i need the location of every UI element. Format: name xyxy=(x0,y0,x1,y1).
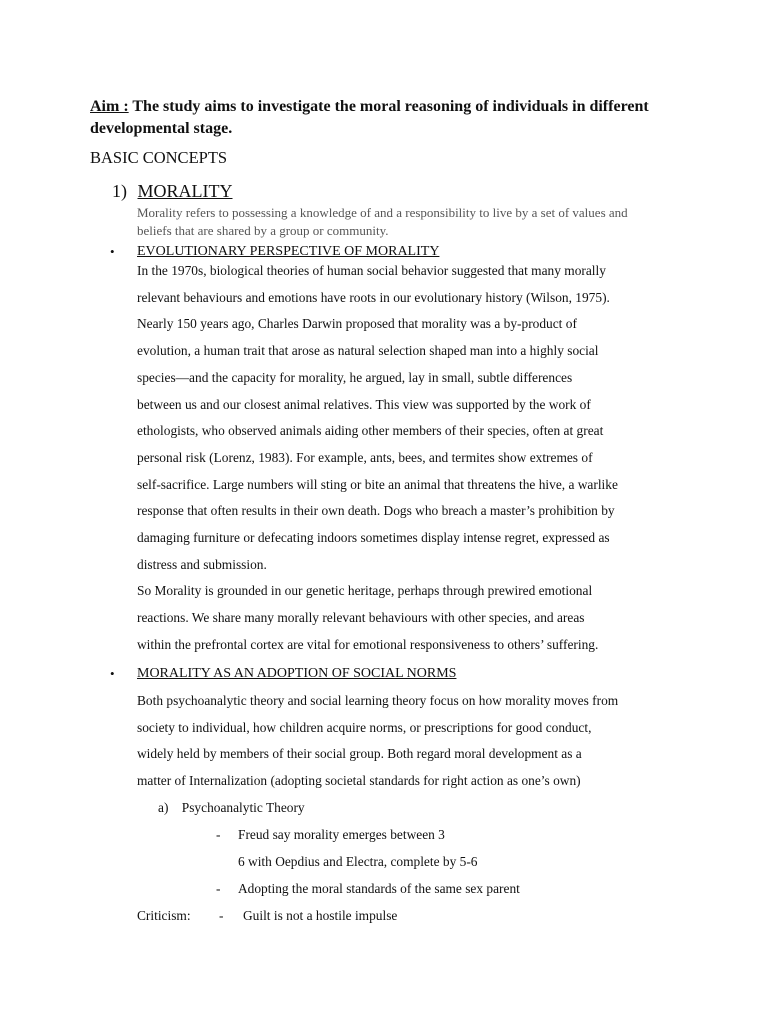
bullet-icon: • xyxy=(110,666,115,681)
paragraph-line: relevant behaviours and emotions have roots in our evolutionary history (Wilson, 1975). xyxy=(137,289,610,305)
paragraph-line: response that often results in their own death. Dogs who breach a master’s prohibition by xyxy=(137,503,615,519)
dash-icon: - xyxy=(219,908,224,923)
section-title: MORALITY xyxy=(137,181,233,201)
aim-statement xyxy=(90,96,649,140)
paragraph-line: evolution, a human trait that arose as natural selection shaped man into a highly social xyxy=(137,343,599,359)
bullet-icon: • xyxy=(110,244,115,259)
paragraph-line: species—and the capacity for morality, he argued, lay in small, subtle differences xyxy=(137,369,573,385)
dash-icon: - xyxy=(216,881,221,896)
paragraph-evolutionary xyxy=(137,258,618,659)
paragraph-line: between us and our closest animal relatives. This view was supported by the work of xyxy=(137,396,591,412)
list-item-moral-standards: Adopting the moral standards of the same sex parent xyxy=(238,881,520,896)
heading-basic-concepts: BASIC CONCEPTS xyxy=(90,148,228,167)
paragraph-line: Nearly 150 years ago, Charles Darwin proposed that morality was a by-product of xyxy=(137,316,577,332)
paragraph-line: ethologists, who observed animals aiding other members of their species, often at great xyxy=(137,423,604,439)
criticism-item: Guilt is not a hostile impulse xyxy=(243,908,398,923)
paragraph-line: reactions. We share many morally relevant behaviours with other species, and areas xyxy=(137,610,585,626)
bullet-title: MORALITY AS AN ADOPTION OF SOCIAL NORMS xyxy=(137,666,457,681)
aim-text-line-1: The study aims to investigate the moral reasoning of individuals in different xyxy=(132,98,649,115)
aim-label: Aim : xyxy=(90,98,129,115)
criticism-label: Criticism: xyxy=(137,908,191,923)
paragraph-line: widely held by members of their social group. Both regard moral development as a xyxy=(137,746,582,762)
paragraph-line: distress and submission. xyxy=(137,556,267,572)
paragraph-line: damaging furniture or defecating indoors sometimes display intense regret, expressed as xyxy=(137,530,610,546)
subsection-title: Psychoanalytic Theory xyxy=(181,800,305,815)
paragraph-line: So Morality is grounded in our genetic heritage, perhaps through prewired emotional xyxy=(137,583,593,599)
paragraph-line: within the prefrontal cortex are vital for emotional responsiveness to others’ suffering. xyxy=(137,636,599,652)
paragraph-line: Both psychoanalytic theory and social learning theory focus on how morality moves from xyxy=(137,693,619,708)
section-heading-morality xyxy=(112,181,233,202)
paragraph-line: matter of Internalization (adopting societal standards for right action as one’s own) xyxy=(137,773,581,789)
paragraph-line: In the 1970s, biological theories of human social behavior suggested that many morally xyxy=(137,263,606,278)
dash-icon: - xyxy=(216,827,221,842)
list-item-oedipus: 6 with Oepdius and Electra, complete by 5-6 xyxy=(238,854,478,869)
paragraph-line: self-sacrifice. Large numbers will sting or bite an animal that threatens the hive, a warlike xyxy=(137,476,618,492)
subsection-psychoanalytic xyxy=(158,800,305,816)
aim-text-line-2: developmental stage. xyxy=(90,120,233,137)
morality-definition: Morality refers to possessing a knowledge of and a responsibility to live by a set of values and beliefs that are shared by a group or community. xyxy=(137,205,628,238)
list-item-freud: Freud say morality emerges between 3 xyxy=(238,827,445,842)
bullet-title: EVOLUTIONARY PERSPECTIVE OF MORALITY xyxy=(137,244,440,259)
section-number: 1) xyxy=(112,181,127,201)
subsection-marker: a) xyxy=(158,800,169,815)
paragraph-line: personal risk (Lorenz, 1983). For example, ants, bees, and termites show extremes of xyxy=(137,449,593,465)
paragraph-social-norms xyxy=(137,688,618,795)
paragraph-line: society to individual, how children acquire norms, or prescriptions for good conduct, xyxy=(137,719,592,735)
